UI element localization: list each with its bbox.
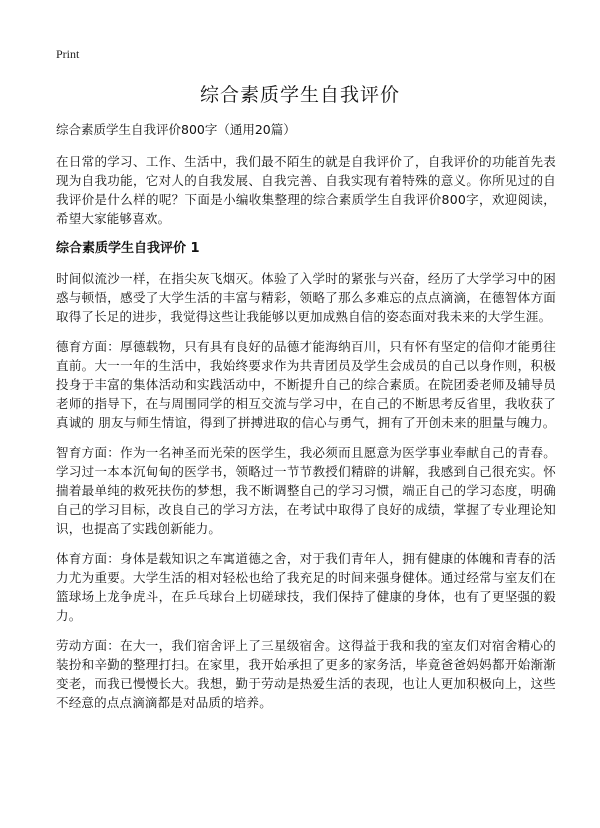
paragraph-intellect: 智育方面：作为一名神圣而光荣的医学生，我必须而且愿意为医学事业奉献自己的青春。学习过一本本沉甸甸的医学书，领略过一节节教授们精辟的讲解，我感到自己很充实。怀揣着最单纯的救死扶伤的梦想，我不断调整自己的学习习惯，端正自己的学习态度，明确自己的学习目标，改良自己的学习方法，在考试中取得了良好的成绩，掌握了专业理论知识，也提高了实践创新能力。 bbox=[56, 445, 556, 536]
section-heading: 综合素质学生自我评价 1 bbox=[56, 241, 200, 256]
paragraph-sports: 体育方面：身体是载知识之车寓道德之舍，对于我们青年人，拥有健康的体魄和青春的活力尤为重要。大学生活的相对轻松也给了我充足的时间来强身健体。通过经常与室友们在篮球场上龙争虎斗，在乒乓球台上切磋球技，我们保持了健康的身体，也有了更坚强的毅力。 bbox=[56, 551, 556, 623]
intro-paragraph: 在日常的学习、工作、生活中，我们最不陌生的就是自我评价了，自我评价的功能首先表现为自我功能，它对人的自我发展、自我完善、自我实现有着特殊的意义。你所见过的自我评价是什么样的呢？下面是小编收集整理的综合素质学生自我评价800字，欢迎阅读，希望大家能够喜欢。 bbox=[56, 154, 556, 226]
document-body bbox=[56, 120, 556, 723]
document-subtitle: 综合素质学生自我评价800字（通用20篇） bbox=[56, 122, 296, 137]
paragraph-opening: 时间似流沙一样，在指尖灰飞烟灭。体验了入学时的紧张与兴奋，经历了大学学习中的困惑与顿悟，感受了大学生活的丰富与精彩，领略了那么多难忘的点点滴滴，在德智体方面取得了长足的进步，我觉得这些让我能够以更加成熟自信的姿态面对我未来的大学生涯。 bbox=[56, 271, 556, 324]
paragraph-labor: 劳动方面：在大一，我们宿舍评上了三星级宿舍。这得益于我和我的室友们对宿舍精心的装扮和辛勤的整理打扫。在家里，我开始承担了更多的家务活，毕竟爸爸妈妈都开始渐渐变老，而我已慢慢长大。我想，勤于劳动是热爱生活的表现，也让人更加积极向上，这些不经意的点点滴滴都是对品质的培养。 bbox=[56, 638, 556, 710]
print-link[interactable]: Print bbox=[56, 47, 80, 61]
page-title: 综合素质学生自我评价 bbox=[199, 84, 400, 106]
paragraph-moral: 德育方面：厚德载物，只有具有良好的品德才能海纳百川，只有怀有坚定的信仰才能勇往直前。大一一年的生活中，我始终要求作为共青团员及学生会成员的自己以身作则，积极投身于丰富的集体活动和实践活动中，不断提升自己的综合素质。在院团委老师及辅导员老师的指导下，在与周围同学的相互交流与学习中，在自己的不断思考反省里，我收获了真诚的 朋友与师生情谊，得到了拼搏进取的信心与勇气，拥有了开创未来的胆量与魄力。 bbox=[56, 339, 556, 430]
